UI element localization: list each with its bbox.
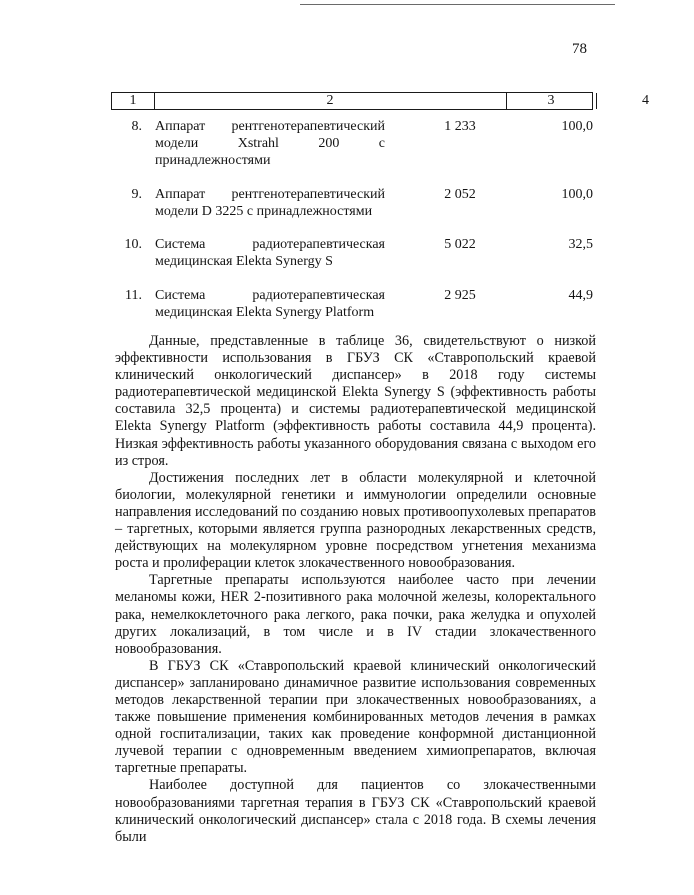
page-number: 78 [572,41,587,57]
body-text [115,333,596,846]
efficiency-percent: 32,5 [568,237,593,252]
equipment-name: Аппарат рентгенотерапевтический модели Xstrahl 200 с принадлежностями [155,119,385,168]
equipment-quantity: 5 022 [444,237,476,252]
equipment-quantity: 2 925 [444,288,476,303]
efficiency-percent: 44,9 [568,288,593,303]
row-number: 10. [124,237,142,252]
efficiency-percent: 100,0 [561,119,593,134]
equipment-quantity: 1 233 [444,119,476,134]
table-header-col-2: 2 [326,93,334,108]
equipment-name: Система радиотерапевтическая медицинская Elekta Synergy S [155,237,385,269]
table-header-col-3: 3 [547,93,555,108]
row-number: 9. [131,187,142,202]
row-number: 11. [125,288,142,303]
table-header [111,92,649,110]
table-header-col-4: 4 [642,93,649,108]
table-header-col-1: 1 [129,93,137,108]
equipment-quantity: 2 052 [444,187,476,202]
top-rule [300,4,615,5]
equipment-name: Аппарат рентгенотерапевтический модели D 3225 с принадлежностями [155,187,385,219]
paragraph: Достижения последних лет в области молекулярной и клеточной биологии, молекулярной генетики и иммунологии определили основные направления исследований по созданию новых противоопухолевых препаратов – таргетных, которыми является группа разнородных лекарственных средств, действующих на молекулярном уровне посредством угнетения механизма роста и пролиферации клеток злокачественного новообразования. [115,469,596,572]
paragraph: В ГБУЗ СК «Ставропольский краевой клинический онкологический диспансер» запланировано динамичное развитие использования современных методов лекарственной терапии при злокачественных новообразованиях, а также повышение применения комбинированных методов лечения в рамках одной госпитализации, таких как проведение конформной дистанционной лучевой терапии с одновременным введением химиопрепаратов, включая таргетные препараты. [115,657,596,777]
equipment-name: Система радиотерапевтическая медицинская Elekta Synergy Platform [155,288,385,320]
row-number: 8. [131,119,142,134]
paragraph: Наиболее доступной для пациентов со злокачественными новообразованиями таргетная терапия в ГБУЗ СК «Ставропольский краевой клинический онкологический диспансер» стала с 2018 года. В схемы лечения были [115,777,596,845]
efficiency-percent: 100,0 [561,187,593,202]
paragraph: Таргетные препараты используются наиболее часто при лечении меланомы кожи, HER 2-позитивного рака молочной железы, колоректального рака, немелкоклеточного рака легкого, рака почки, рака желудка и опухолей других локализаций, в том числе и в IV стадии злокачественного новообразования. [115,572,596,657]
paragraph: Данные, представленные в таблице 36, свидетельствуют о низкой эффективности использования в ГБУЗ СК «Ставропольский краевой клинический онкологический диспансер» в 2018 году системы радиотерапевтической медицинской Elekta Synergy S (эффективность работы составила 32,5 процента) и системы радиотерапевтической медицинской Elekta Synergy Platform (эффективность работы составила 44,9 процента). Низкая эффективность работы указанного оборудования связана с выходом его из строя. [115,333,596,469]
